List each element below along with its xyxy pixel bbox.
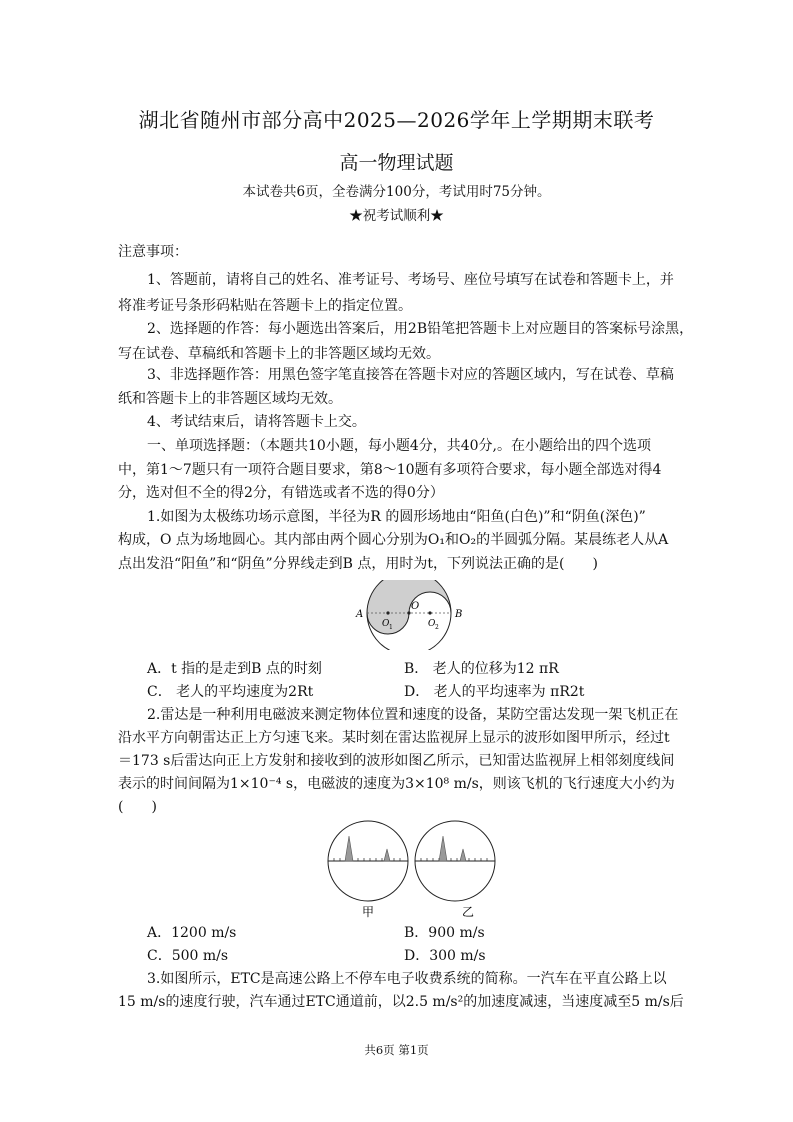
- notice-line: 2、选择题的作答：每小题选出答案后，用2B铅笔把答题卡上对应题目的答案标号涂黑，: [147, 321, 694, 337]
- q2-option-b[interactable]: B．900 m/s: [404, 925, 485, 941]
- radar-figure: [320, 820, 510, 925]
- exam-title: 湖北省随州市部分高中2025—2026学年上学期期末联考: [138, 108, 655, 132]
- notice-line: 1、答题前，请将自己的姓名、准考证号、考场号、座位号填写在试卷和答题卡上，并: [147, 272, 674, 288]
- emit-pulse: [345, 836, 353, 861]
- notice-line: 4、考试结束后，请将答题卡上交。: [147, 414, 366, 430]
- radar-screen-jia: [328, 821, 408, 901]
- echo-pulse: [384, 849, 390, 861]
- q1-option-c[interactable]: C． 老人的平均速度为2Rt: [147, 684, 314, 700]
- label-yi: 乙: [462, 905, 475, 919]
- notice-line: 3、非选择题作答：用黑色签字笔直接答在答题卡对应的答题区域内，写在试卷、草稿: [147, 367, 674, 383]
- notice-line: 纸和答题卡上的非答题区域均无效。: [118, 391, 342, 407]
- section-line: 中，第1～7题只有一项符合题目要求，第8～10题有多项符合要求，每小题全部选对得4: [118, 462, 662, 478]
- exam-subtitle: 高一物理试题: [339, 152, 454, 174]
- label-jia: 甲: [362, 905, 375, 919]
- q2-stem-line: 表示的时间间隔为1×10⁻⁴ s，电磁波的速度为3×10⁸ m/s，则该飞机的飞行速度大小约为: [118, 776, 675, 792]
- label-o2-sub: 2: [435, 624, 439, 631]
- label-o1: O: [382, 619, 390, 629]
- q2-stem-line: 2.雷达是一种利用电磁波来测定物体位置和速度的设备，某防空雷达发现一架飞机正在: [147, 707, 679, 723]
- q1-stem-line: 构成，O 点为场地圆心。其内部由两个圆心分别为O₁和O₂的半圆弧分隔。某晨练老人从A: [118, 532, 669, 548]
- label-o1-sub: 1: [389, 624, 393, 631]
- emit-pulse: [439, 836, 447, 861]
- point-o2: [428, 611, 431, 614]
- q1-option-b[interactable]: B． 老人的位移为12 πR: [404, 661, 559, 677]
- exam-wish: ★祝考试顺利★: [349, 208, 444, 224]
- q1-option-a[interactable]: A．t 指的是走到B 点的时刻: [147, 661, 322, 677]
- label-o: O: [411, 601, 420, 612]
- taiji-figure: [350, 580, 470, 650]
- q2-stem-line: 沿水平方向朝雷达正上方匀速飞来。某时刻在雷达监视屏上显示的波形如图甲所示，经过t: [118, 730, 670, 746]
- q2-option-d[interactable]: D．300 m/s: [404, 948, 486, 964]
- section-line: 分，选对但不全的得2分，有错选或者不选的得0分）: [118, 485, 444, 501]
- label-b: B: [455, 609, 463, 620]
- q3-stem-line: 3.如图所示，ETC是高速公路上不停车电子收费系统的简称。一汽车在平直公路上以: [147, 971, 667, 987]
- q2-option-a[interactable]: A．1200 m/s: [147, 925, 237, 941]
- notice-heading: 注意事项：: [118, 244, 188, 260]
- exam-info: 本试卷共6页，全卷满分100分，考试用时75分钟。: [242, 184, 551, 200]
- q2-option-c[interactable]: C．500 m/s: [147, 948, 229, 964]
- echo-pulse: [460, 849, 466, 861]
- q1-option-d[interactable]: D． 老人的平均速率为 πR2t: [404, 684, 585, 700]
- radar-screen-yi: [415, 821, 495, 901]
- q3-stem-line: 15 m/s的速度行驶，汽车通过ETC通道前，以2.5 m/s²的加速度减速，当速度减至5 m/s后: [118, 994, 684, 1010]
- q2-stem-line: ＝173 s后雷达向正上方发射和接收到的波形如图乙所示，已知雷达监视屏上相邻刻度线间: [118, 753, 675, 769]
- q1-stem-line: 1.如图为太极练功场示意图，半径为R 的圆形场地由“阳鱼(白色)”和“阴鱼(深色)”: [147, 509, 646, 525]
- q1-stem-line: 点出发沿“阳鱼”和“阴鱼”分界线走到B 点，用时为t，下列说法正确的是( ): [118, 556, 598, 572]
- q2-stem-line: ( ): [118, 799, 157, 815]
- page-footer: 共6页 第1页: [364, 1043, 429, 1057]
- notice-line: 写在试卷、草稿纸和答题卡上的非答题区域均无效。: [118, 346, 440, 362]
- notice-line: 将准考证号条形码粘贴在答题卡上的指定位置。: [118, 298, 412, 314]
- label-o2: O: [428, 619, 436, 629]
- point-o1: [386, 611, 389, 614]
- section-line: 一、单项选择题：（本题共10小题，每小题4分，共40分,。在小题给出的四个选项: [147, 438, 651, 454]
- label-a: A: [356, 609, 364, 620]
